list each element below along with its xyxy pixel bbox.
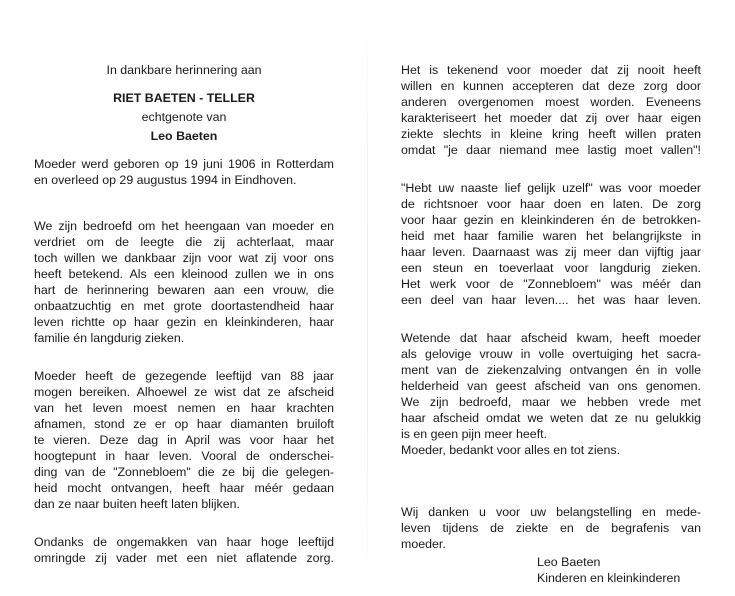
text-line: We zijn bedroefd, maar we hebben vrede met <box>401 395 701 409</box>
text-line: Het is tekenend voor moeder dat zij nooit heeft <box>401 63 701 77</box>
text-line: te vieren. Deze dag in April was voor haar het <box>34 433 334 447</box>
right-page <box>401 62 701 586</box>
paragraph-care <box>34 534 334 566</box>
text-line: Wetende dat haar afscheid kwam, heeft moeder <box>401 331 701 345</box>
text-line: dan ze naar buiten heeft laten blijken. <box>34 497 240 511</box>
left-page <box>34 62 334 566</box>
text-line: afnamen, stond ze er op haar diamanten bruiloft <box>34 417 334 431</box>
text-line: ziekte slechts in kleine kring heeft willen praten <box>401 127 701 141</box>
text-line: een steun en toeverlaat voor langdurig zieken. <box>401 261 701 275</box>
spouse-name: Leo Baeten <box>150 129 218 143</box>
paragraph-birth-death <box>34 156 334 188</box>
text-line: willen en kunnen accepteren dat deze zorg door <box>401 79 701 93</box>
center-fold <box>367 20 368 580</box>
text-line: haar afscheid omdat we weten dat ze nu gelukkig <box>401 411 701 425</box>
text-line: van het leven moest nemen en haar krachten <box>34 401 334 415</box>
text-line: een deel van haar leven.... het was haar leven. <box>401 293 701 307</box>
text-line: ment van de ziekenzalving ontvangen én in volle <box>401 363 701 377</box>
intro-text: In dankbare herinnering aan <box>106 63 262 77</box>
text-line: de richtsnoer voor haar doen en laten. De zorg <box>401 197 701 211</box>
paragraph-age <box>34 368 334 512</box>
text-line: omdat "je daar niemand mee lastig moet vallen"! <box>401 143 701 157</box>
text-line: hart de herinnering bewaren aan een vrouw, die <box>34 283 334 297</box>
text-line: helderheid van geest afscheid van ons genomen. <box>401 379 701 393</box>
text-line: haar leven. Daarnaast was zij meer dan vijftig jaar <box>401 245 701 259</box>
text-line: omringde zij vader met een niet aflatende zorg. <box>34 551 334 565</box>
deceased-name: RIET BAETEN - TELLER <box>113 91 255 105</box>
signature-name: Leo Baeten <box>537 555 601 569</box>
text-line: heid met haar familie waren het belangrijkste in <box>401 229 701 243</box>
text-line: We zijn bedroefd om het heengaan van moeder en <box>34 219 334 233</box>
text-line: heid mocht ontvangen, heeft haar méér gedaan <box>34 481 334 495</box>
paragraph-farewell <box>401 330 701 458</box>
text-line: is en geen pijn meer heeft. <box>401 427 548 441</box>
text-line: mogen bereiken. Alhoewel ze wist dat ze afscheid <box>34 385 334 399</box>
spouse-intro: echtgenote van <box>141 110 227 124</box>
text-line: moeder. <box>401 537 446 551</box>
text-line: toch willen we dankbaar zijn voor wat zij voor ons <box>34 251 334 265</box>
text-line: ding van de "Zonnebloem" die ze bij die gelegen- <box>34 465 334 479</box>
paragraph-grief <box>34 218 334 346</box>
text-line: heeft betekend. Als een kleinood zullen we in ons <box>34 267 334 281</box>
text-line: Moeder, bedankt voor alles en tot ziens. <box>401 443 621 457</box>
text-line: familie én langdurig zieken. <box>34 331 185 345</box>
text-line: leven tijdens de ziekte en de begrafenis van <box>401 521 701 535</box>
paragraph-motto <box>401 180 701 308</box>
text-line: anderen overgenomen moest worden. Eveneens <box>401 95 701 109</box>
text-line: en overleed op 29 augustus 1994 in Eindhoven. <box>34 173 297 187</box>
text-line: "Hebt uw naaste lief gelijk uzelf" was voor moeder <box>401 181 701 195</box>
text-line: onbaatzuchtig en met grote doortastendheid haar <box>34 299 334 313</box>
text-line: Wij danken u voor uw belangstelling en mede- <box>401 505 701 519</box>
text-line: als gelovige vrouw in volle overtuiging het sacra- <box>401 347 701 361</box>
text-line: Het werk voor de "Zonnebloem" was méér dan <box>401 277 701 291</box>
text-line: voor haar gezin en kleinkinderen én de betrokken- <box>401 213 701 227</box>
text-line: Moeder werd geboren op 19 juni 1906 in Rotterdam <box>34 157 334 171</box>
signature-family: Kinderen en kleinkinderen <box>537 571 681 585</box>
paragraph-thanks <box>401 504 701 552</box>
text-line: Ondanks de ongemakken van haar hoge leeftijd <box>34 535 334 549</box>
text-line: verdriet om de leegte die zij achterlaat, maar <box>34 235 334 249</box>
text-line: Moeder heeft de gezegende leeftijd van 88 jaar <box>34 369 334 383</box>
text-line: leven richtte op haar gezin en kleinkinderen, haar <box>34 315 334 329</box>
text-line: karakteriseert het moeder dat zij over haar eigen <box>401 111 701 125</box>
paragraph-character <box>401 62 701 158</box>
text-line: hoogtepunt in haar leven. Vooral de onderschei- <box>34 449 334 463</box>
